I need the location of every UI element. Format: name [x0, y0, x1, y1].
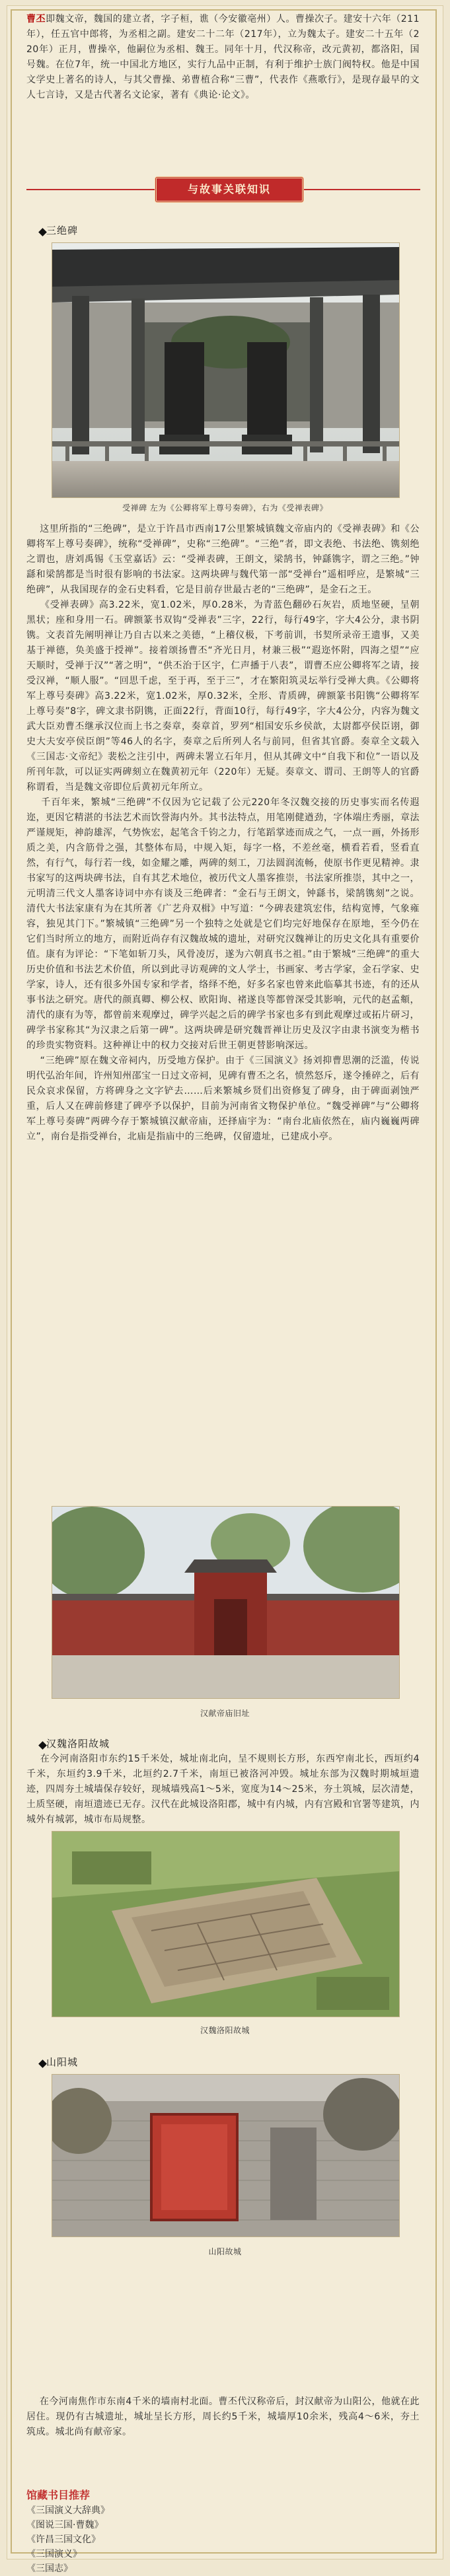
banner-rule-left: [26, 189, 155, 190]
intro-text: 即魏文帝，魏国的建立者，字子桓，谯（今安徽亳州）人。曹操次子。建安十六年（211年），任五官中郎将，为丞相之副。建安二十二年（217年），立为魏太子。建安二十五年（220年）正月，曹操卒，他嗣位为丞相、魏王。同年十月，代汉称帝，改元黄初，都洛阳，国号魏。在位7年，统一中国北方地区，实行九品中正制，有利于维护士族门阀特权。他是中国文学史上著名的诗人，与其父曹操、弟曹植合称“三曹”，代表作《燕歌行》，是现存最早的文人七言诗，又是古代著名文论家，著有《典论·论文》。: [26, 14, 420, 100]
stele-photo-caption: 受禅碑 左为《公卿将军上尊号奏碑》，右为《受禅表碑》: [122, 503, 328, 513]
intro-paragraph: [26, 12, 420, 103]
recommend-item: 《三国演义大辞典》: [26, 2505, 110, 2516]
stele-pavilion-photo: [52, 242, 400, 498]
luoyang-photo-caption: 汉魏洛阳故城: [200, 2026, 250, 2035]
banner-rule-right: [304, 189, 420, 190]
shanyang-photo: [52, 2074, 400, 2237]
section-title-sanjuebei: 三绝碑: [46, 225, 79, 236]
temple-site-photo: [52, 1506, 400, 1699]
shanyang-body-text: 在今河南焦作市东南4千米的墙南村北面。曹丕代汉称帝后，封汉献帝为山阳公，他就在此居住。现仍有古城遗址，城址呈长方形，周长约5千米，城墙厚10余米，残高4～6米，夯土筑成。城北尚有献帝家。: [26, 2396, 420, 2437]
sanjuebei-body-text: 这里所指的“三绝碑”，是立于许昌市西南17公里繁城镇魏文帝庙内的《受禅表碑》和《公卿将军上尊号奏碑》，统称“受禅碑”，史称“三绝碑”。“三绝”者，即文表绝、书法绝、镌刻绝之谓也，唐刘禹锡《玉堂嘉话》云：“受禅表碑，王朗文，梁鹄书，钟繇镌字，谓之三绝。”钟繇和梁鹄都是当时很有影响的书法家。这两块碑与魏代第一部“受禅台”遥相呼应，是繁城“三绝碑”，从我国现存的金石史料看，它是目前存世最古老的“三绝碑”，是金石之王。 《受禅表碑》高3.22米，宽1.02米，厚0.28米，为青蓝色翻砂石灰岩，质地坚硬，呈朝黑状；座和身用一石。碑额篆书双钩“受禅表”三字，22行，每行49字，字大4公分，隶书阴镌。文表首先阐明禅让乃自古以来之美德，“上稽仪极，下考前训，书契所录帝王遗事，又美基于禅德，奂美盛于授禅”。接着颂扬曹丕“齐光日月，材兼三极”“遐迩怀附，四海之望”“应天顺时，受禅于汉”“著之明”，“供丕治于区宇，仁声播于八表”，谓曹丕应公卿将军之请，接受汉禅，“顺人服”。“回思千虑，至于再，至于三”，才在繁阳筑灵坛举行受禅大典。《公卿将军上尊号奏碑》高3.22米，宽1.02米，厚0.32米，全形、青质碑，碑额篆书阳镌“公卿将军上尊号奏”8字，碑文隶书阴镌，正面22行，背面10行，每行49字，字大4公分，内容为魏文武大臣劝曹丕继承汉位而上书之奏章，奏章首，罗列“相国安乐乡侯歆，太尉都亭侯臣诩，御史大夫安亭侯臣朗”等46人的名字，奏章之后所列人名与前同，但省其官爵。奏章全文载入《三国志·文帝纪》裴松之注引中，两碑未署立石年月，但从其碑文中“自我下和位”一语以及所刊年款，可以证实两碑刻立在魏黄初元年（220年）无疑。奏章文、谓司、王朗等人的官爵称谓看，当是魏文帝即位后黄初元年所立。 千百年来，繁城“三绝碑”不仅因为它记载了公元220年冬汉魏交接的历史事实而名传遐迩，更因它精湛的书法艺术而饮誉海内外。其书法特点，用笔刚健遒劲，字体端庄秀丽，章法严谨规矩，神韵雄浑，气势恢宏，起笔含千钧之力，行笔蹈掌迹而成之气，一点一画，外扬形质之美，内含筋骨之强，其整体布局，中规入矩，每字一格，不差丝毫，横看若看，竖看直然，有行气，每行若一线，如金耀之雕，两碑的刻工，刀法圆润流畅，使原书作更见精神。隶书家写的这两块碑书法，自有其艺术地位，被历代文人墨客推崇，书法家所推崇，其中之一，元明清三代文人墨客诗词中亦有谈及三绝碑者：“金石与王朗文，钟繇书，梁鹄镌刻”之说。清代大书法家康有为在其所著《广艺舟双楫》中写道：“今碑表建筑宏伟，结构宽博，气象雍容，独见其门下。”繁城镇“三绝碑”另一个独特之处就是它们均完好地保存在原地，至今仍在它们当时所立的地方，而附近尚存有汉魏故城的遗址，对研究汉魏禅让的历史文化具有重要价值。康有为评论：“下笔如斩刀头，风骨凌厉，遂为六朝真书之祖。”由于繁城“三绝碑”的重大历史价值和书法艺术价值，所以到此寻访观碑的文人学士，书画家、考古学家，金石学家、史学家，诗人，还有很多外国专家和学者，络绎不绝，好多名家也曾来此临摹其书迹，有的还从事书法之研究。唐代的颜真卿、柳公权、欧阳询、褚遂良等都曾深受其影响，元代的赵孟頫，清代的康有为等，都曾前来观摩过，碑学兴起之后的碑学书家也多有到此观摩过或拓片研习，碑学书家称其“为汉隶之后第一碑”。这两块碑是研究魏晋禅让历史及汉字由隶书演变为楷书的珍贵实物资料。这种禅让中的权力交接对后世王朝更替影响深远。 “三绝碑”原在魏文帝祠内，历受地方保护。由于《三国演义》扬刘抑曹思潮的泛滥，传说明代弘治年间，许州知州邵宝一日过文帝祠，见碑有曹丕之名，愤然怒斥，遂令捶碎之，后有民众哀求保留，方将碑身之文字铲去……后来繁城乡贤们出资修复了碑身，由于碑面剥蚀严重，后人又在碑前修建了碑亭予以保护，目前为河南省文物保护单位。“魏受禅碑”与“公卿将军上尊号奏碑”两碑今存于繁城镇汉献帝庙，还择庙宇为：“南台北庙依然在，庙内巍巍两碑立”，南台是指受禅台，北庙是指庙中的三绝碑，仅留遗址，已建成小亭。: [26, 524, 420, 1142]
section-banner: 与故事关联知识: [155, 176, 304, 203]
intro-name: 曹丕: [26, 14, 46, 24]
shanyang-photo-caption: 山阳故城: [208, 2247, 242, 2256]
recommend-list: [26, 2503, 396, 2576]
recommend-item: 《三国演义》: [26, 2549, 82, 2559]
luoyang-aerial-photo: [52, 1831, 400, 2017]
recommend-item: 《三国志》: [26, 2563, 73, 2574]
recommend-item: 《许昌三国文化》: [26, 2534, 100, 2545]
recommend-item: 《图说三国·曹魏》: [26, 2520, 104, 2530]
temple-photo-caption: 汉献帝庙旧址: [200, 1709, 250, 1718]
luoyang-body-text: 在今河南洛阳市东约15千米处，城址南北向，呈不规则长方形，东西窄南北长，西垣约4千米，东垣约3.9千米，北垣约2.7千米，南垣已被洛河冲毁。城址东部为汉魏时期城垣遗迹，四周夯土城墙保存较好，现城墙残高1～5米，宽度为14～25米，夯土筑城，层次清楚，土质坚硬，南垣遗迹已无存。汉代在此城设洛阳郡，城中有内城，内有宫殿和官署等建筑，内城外有城郭，城市布局规整。: [26, 1754, 420, 1825]
section-title-luoyang: 汉魏洛阳故城: [46, 1738, 110, 1750]
recommend-title: 馆藏书目推荐: [26, 2489, 91, 2501]
section-title-shanyang: 山阳城: [46, 2056, 79, 2068]
